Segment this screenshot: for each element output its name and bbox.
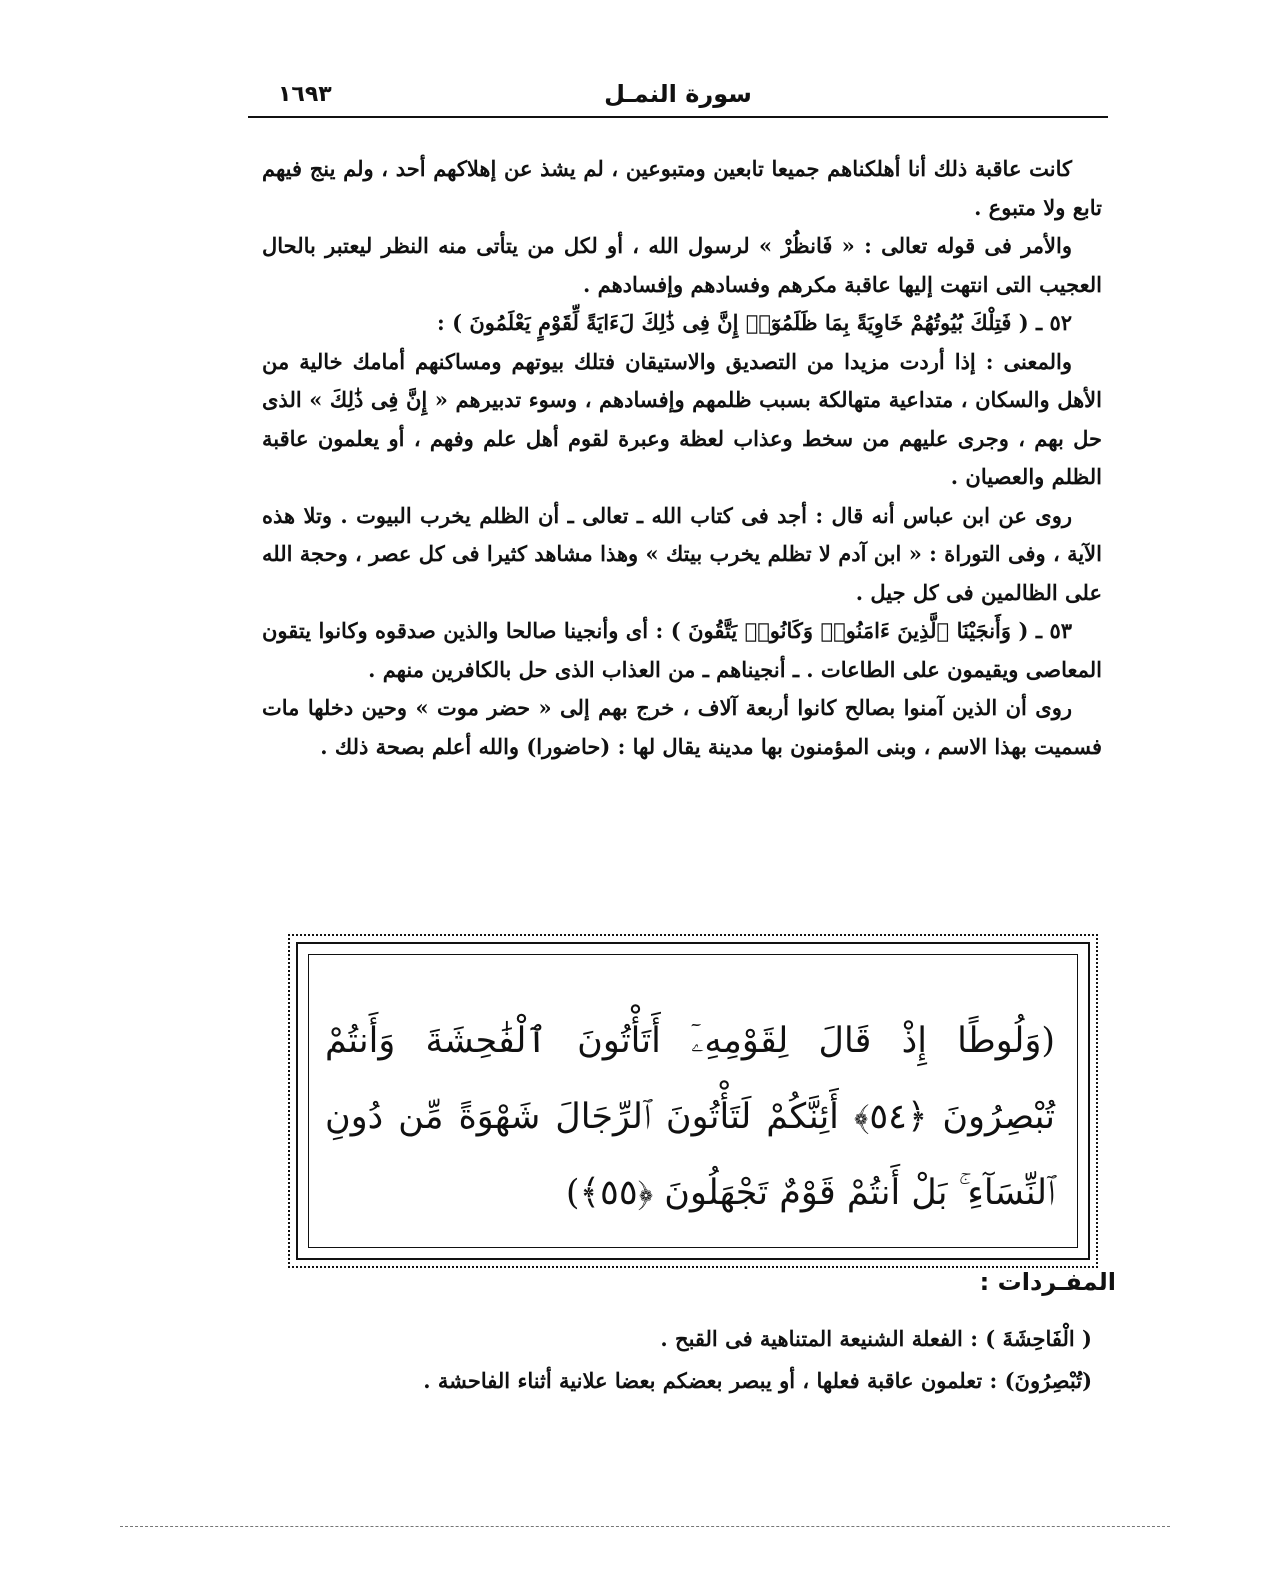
quran-verse-text: (وَلُوطًا إِذْ قَالَ لِقَوْمِهِۦٓ أَتَأْتُونَ ٱلْفَٰحِشَةَ وَأَنتُمْ تُبْصِرُونَ ﴿٥٤﴾ أَئِنَّكُمْ لَتَأْتُونَ ٱلرِّجَالَ شَهْوَةً مِّن دُونِ ٱلنِّسَآءِ ۚ بَلْ أَنتُمْ قَوْمٌ تَجْهَلُونَ ﴿٥٥﴾): [325, 1021, 1055, 1213]
paragraph: روى أن الذين آمنوا بصالح كانوا أربعة آلاف ، خرج بهم إلى « حضر موت » وحين دخلها مات فسميت بهذا الاسم ، وبنى المؤمنون بها مدينة يقال لها : (حاضورا) والله أعلم بصحة ذلك .: [262, 695, 1102, 759]
vocabulary-list: [300, 1318, 1092, 1402]
vocabulary-item: ( الْفَاحِشَةَ ) : الفعلة الشنيعة المتناهية فى القبح .: [660, 1326, 1092, 1351]
verse-heading-52: ٥٢ ـ ( فَتِلْكَ بُيُوتُهُمْ خَاوِيَةً بِمَا ظَلَمُوٓا۟ إِنَّ فِى ذَٰلِكَ لَءَايَةً لِّقَوْمٍ يَعْلَمُونَ ) :: [437, 310, 1072, 335]
commentary-text: [262, 150, 1102, 766]
vocabulary-item: (تُبْصِرُونَ) : تعلمون عاقبة فعلها ، أو يبصر بعضكم بعضا علانية أثناء الفاحشة .: [423, 1368, 1092, 1393]
page-number: ١٦٩٣: [278, 82, 332, 107]
surah-title: سورة النمـل: [604, 80, 752, 108]
paragraph: كانت عاقبة ذلك أنا أهلكناهم جميعا تابعين ومتبوعين ، لم يشذ عن إهلاكهم أحد ، ولم ينج فيهم تابع ولا متبوع .: [262, 156, 1102, 220]
verse-frame-inner: [308, 954, 1078, 1248]
paragraph: والمعنى : إذا أردت مزيدا من التصديق والاستيقان فتلك بيوتهم ومساكنهم أمامك خالية من الأهل والسكان ، متداعية متهالكة بسبب ظلمهم وإفسادهم ، وسوء تدبيرهم « إِنَّ فِى ذَٰلِكَ » الذى حل بهم ، وجرى عليهم من سخط وعذاب لعظة وعبرة لقوم أهل علم وفهم ، أو يعلمون عاقبة الظلم والعصيان .: [262, 348, 1102, 489]
paragraph: والأمر فى قوله تعالى : « فَانظُرْ » لرسول الله ، أو لكل من يتأتى منه النظر ليعتبر بالحال العجيب التى انتهت إليها عاقبة مكرهم وفسادهم وإفسادهم .: [262, 233, 1102, 297]
paragraph: روى عن ابن عباس أنه قال : أجد فى كتاب الله ـ تعالى ـ أن الظلم يخرب البيوت . وتلا هذه الآية ، وفى التوراة : « ابن آدم لا تظلم يخرب بيتك » وهذا مشاهد كثيرا فى كل عصر ، وحجة الله على الظالمين فى كل جيل .: [262, 502, 1102, 605]
footer-divider: [120, 1526, 1170, 1527]
vocabulary-heading: المفـردات :: [979, 1268, 1116, 1296]
quran-verse-frame: [296, 942, 1090, 1260]
verse-heading-53: ٥٣ ـ ( وَأَنجَيْنَا ٱلَّذِينَ ءَامَنُوا۟ وَكَانُوا۟ يَتَّقُونَ ) : أى وأنجينا صالحا والذين صدقوه وكانوا يتقون المعاصى ويقيمون على الطاعات . ـ أنجيناهم ـ من العذاب الذى حل بالكافرين منهم .: [262, 618, 1102, 682]
page-header: [248, 74, 1108, 118]
